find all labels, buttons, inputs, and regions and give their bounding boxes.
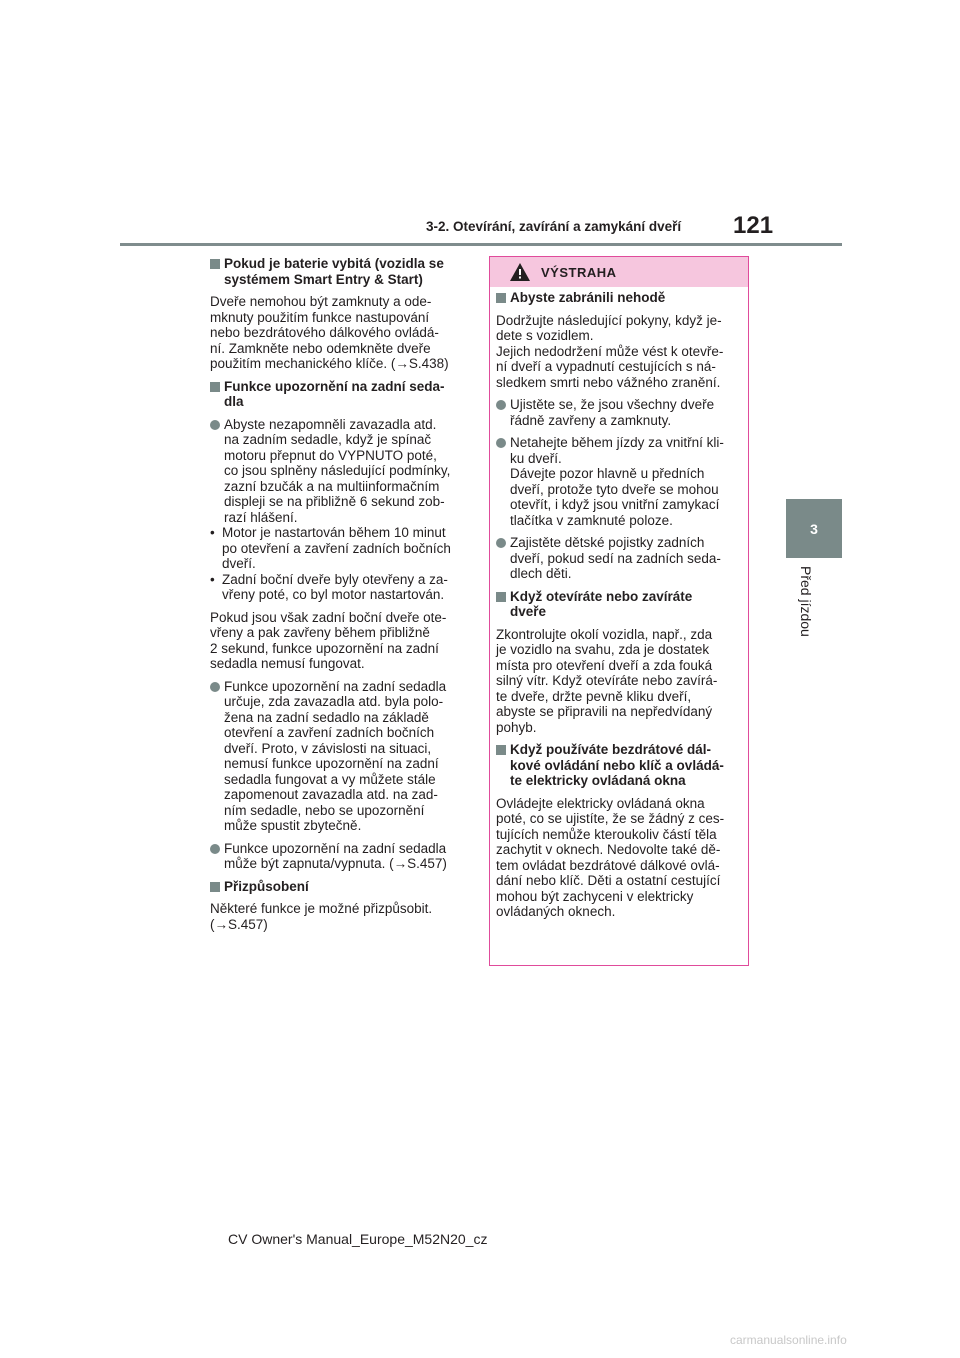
heading-opening-doors [496,589,742,620]
text-line: místa pro otevření dveří a zda fouká [496,657,713,673]
footer-text: CV Owner's Manual_Europe_M52N20_cz [228,1231,488,1247]
bullet-reminder-toggle [210,841,464,872]
text-line: dlech děti. [510,566,572,581]
list-marker: • [210,525,215,540]
text-line: Funkce upozornění na zadní sedadla [224,678,447,694]
list-item [210,572,464,603]
text-line: Netahejte během jízdy za vnitřní kli- [510,435,724,450]
page-number: 121 [733,212,774,239]
text-line: silný vítr. Když otevíráte nebo zavírá- [496,673,718,688]
bullet-reminder-detection [210,679,464,834]
text-line: poté, co se ujistíte, že se žádný z ces- [496,811,725,826]
text-line: zazní bzučák a na multiinformačním [224,478,440,494]
square-bullet-icon [496,745,506,755]
text-line: abyste se připravili na nepředvídaný [496,704,713,719]
text-line: dete s vozidlem. [496,328,594,343]
text-line: Pokud jsou však zadní boční dveře ote- [210,609,447,625]
text-line: dveří. [222,556,256,571]
square-bullet-icon [210,882,220,892]
paragraph-prevent-accident [496,313,742,391]
round-bullet-icon [210,682,220,692]
text-line: 2 sekund, funkce upozornění na zadní [210,640,439,656]
section-title: 3-2. Otevírání, zavírání a zamykání dveří [426,219,682,234]
text-line: dveří, pokud sedí na zadních seda- [510,550,721,566]
text-line: Některé funkce je možné přizpůsobit. [210,901,433,916]
square-bullet-icon [496,592,506,602]
bullet-inner-handle [496,435,742,528]
left-column [210,256,464,939]
round-bullet-icon [496,438,506,448]
text-line: po otevření a zavření zadních bočních [222,540,451,556]
text-line: zachytit v oknech. Nedovolte také dě- [496,842,721,857]
text-line: mknuty použitím funkce nastupování [210,309,430,325]
heading-dead-battery [210,256,464,287]
bullet-child-locks [496,535,742,582]
round-bullet-icon [210,420,220,430]
heading-prevent-accident [496,290,742,306]
text-line: te elektricky ovládaná okna [510,773,686,788]
text-line: vřeny poté, co byl motor nastartován. [222,587,445,602]
text-line: otevření a zavření zadních bočních [224,725,435,740]
square-bullet-icon [210,382,220,392]
text-line: zapomenout zavazadla atd. na zad- [224,787,438,802]
text-line: nebo bezdrátového dálkového ovládá- [210,325,439,340]
watermark: carmanualsonline.info [730,1333,847,1347]
text-line: Abyste nezapomněli zavazadla atd. [224,416,437,432]
paragraph-dead-battery [210,294,464,372]
text-line: razí hlášení. [224,509,298,525]
text-line: pohyb. [496,719,537,735]
text-line: tem ovládat bezdrátové dálkové ovlá- [496,857,720,873]
text-line: Funkce upozornění na zadní sedadla [224,840,447,856]
text-line: Motor je nastartován během 10 minut [222,525,446,540]
text-line: sedadla fungovat a vy můžete stále [224,771,436,787]
text-line: použitím mechanického klíče. (→S.438) [210,356,449,371]
text-line: Pokud je baterie vybitá (vozidla se [224,256,444,271]
heading-power-windows [496,742,742,789]
chapter-label: Před jízdou [798,566,814,637]
round-bullet-icon [496,400,506,410]
text-line: co jsou splněny následující podmínky, [224,463,451,478]
text-line: žena na zadní sedadlo na základě [224,709,429,725]
text-line: dveře [510,604,547,619]
text-line: Ujistěte se, že jsou všechny dveře [510,397,715,412]
text-line: mohou být zachyceni v elektricky [496,888,694,904]
list-item [210,525,464,572]
paragraph-customization [210,901,464,932]
text-line: tujících nemůže kteroukoliv částí těla [496,826,717,842]
text-line: ní dveří a vypadnutí cestujících s ná- [496,359,716,374]
text-line: sledkem smrti nebo vážného zranění. [496,374,721,390]
square-bullet-icon [210,259,220,269]
paragraph-opening-doors [496,627,742,736]
text-line: může být zapnuta/vypnuta. (→S.457) [224,856,447,871]
bullet-doors-closed [496,397,742,428]
text-line: ní. Zamkněte nebo odemkněte dveře [210,340,431,356]
condition-list [210,525,464,603]
warning-triangle-icon [509,262,531,282]
text-line: te dveře, držte pevně kliku dveří, [496,688,692,704]
chapter-tab [786,499,842,558]
chapter-number: 3 [810,520,818,537]
bullet-reminder-function [210,417,464,526]
text-line: Jejich nedodržení může vést k otevře- [496,343,724,359]
warning-title: VÝSTRAHA [541,265,617,280]
text-line: motoru přepnut do VYPNUTO poté, [224,447,437,463]
text-line: otevřít, i když jsou vnitřní zamykací [510,497,720,512]
text-line: je vozidlo na svahu, zda je dostatek [496,642,710,657]
text-line: displeji se na přibližně 6 sekund zob- [224,494,445,509]
warning-content [496,290,742,927]
text-line: dveří, protože tyto dveře se mohou [510,481,719,497]
text-line: Zadní boční dveře byly otevřeny a za- [222,571,448,587]
text-line: ním sedadle, nebo se upozornění [224,802,425,818]
heading-rear-seat-reminder [210,379,464,410]
round-bullet-icon [210,844,220,854]
text-line: dveří. Proto, v závislosti na situaci, [224,740,432,756]
text-line: vřeny a pak zavřeny během přibližně [210,625,430,640]
text-line: sedadla nemusí fungovat. [210,656,365,671]
text-line: nemusí funkce upozornění na zadní [224,756,439,771]
text-line: Zajistěte dětské pojistky zadních [510,535,705,550]
text-line: na zadním sedadle, když je spínač [224,432,432,447]
text-line: ovládaných oknech. [496,904,616,919]
text-line: systémem Smart Entry & Start) [224,271,423,287]
text-line: Když používáte bezdrátové dál- [510,742,712,757]
text-line: Dávejte pozor hlavně u předních [510,466,705,481]
square-bullet-icon [496,293,506,303]
text-line: ku dveří. [510,450,562,466]
list-marker: • [210,571,215,587]
text-line: Přizpůsobení [224,878,309,894]
paragraph-power-windows [496,796,742,920]
text-line: Když otevíráte nebo zavíráte [510,588,693,604]
paragraph-reminder-note [210,610,464,672]
text-line: Ovládejte elektricky ovládaná okna [496,795,705,811]
text-line: řádně zavřeny a zamknuty. [510,412,672,428]
text-line: může spustit zbytečně. [224,818,362,833]
text-line: Dveře nemohou být zamknuty a ode- [210,294,432,309]
text-line: dla [224,394,244,409]
text-line: tlačítka v zamknuté poloze. [510,512,673,528]
text-line: Abyste zabránili nehodě [510,290,666,305]
text-line: (→S.457) [210,916,268,932]
text-line: určuje, zda zavazadla atd. byla polo- [224,694,444,709]
round-bullet-icon [496,538,506,548]
text-line: Zkontrolujte okolí vozidla, např., zda [496,626,713,642]
heading-customization [210,879,464,895]
text-line: Funkce upozornění na zadní seda- [224,378,445,394]
header-rule [120,243,842,246]
text-line: kové ovládání nebo klíč a ovládá- [510,757,724,773]
text-line: dání nebo klíč. Děti a ostatní cestující [496,873,721,888]
text-line: Dodržujte následující pokyny, když je- [496,312,722,328]
